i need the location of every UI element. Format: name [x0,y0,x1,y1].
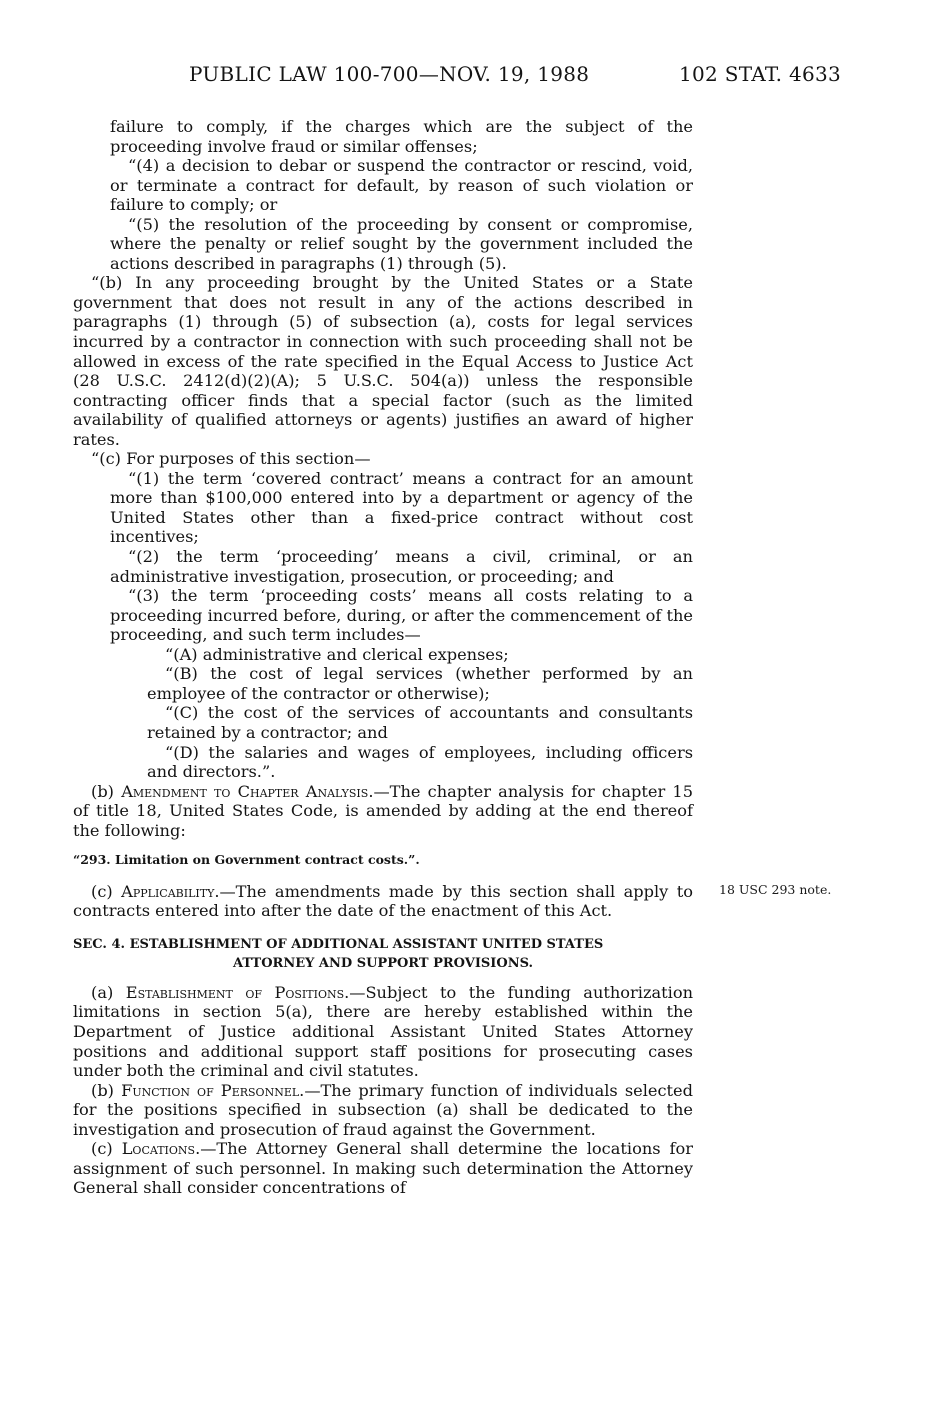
subsection-text: —The Attorney General shall determine the locations for assignment of such personnel. In making such determination the Attorney General shall consider concentrations of [73,1139,694,1198]
subsection-text: —The primary function of individuals selected for the positions specified in subsection (a) shall be dedicated to the investigation and prosecution of fraud against the Government. [73,1080,693,1139]
paragraph: “(C) the cost of the services of accountants and consultants retained by a contractor; and [147,703,693,742]
subsection-b [73,782,693,841]
running-header-page: 102 STAT. 4633 [679,62,842,86]
paragraph: “(3) the term ‘proceeding costs’ means all costs relating to a proceeding incurred before, during, or after the commencement of the proceeding, and such term includes— [110,586,693,645]
section-heading [73,935,693,973]
section-heading-line1: SEC. 4. ESTABLISHMENT OF ADDITIONAL ASSISTANT UNITED STATES [73,936,604,952]
subsection-a [73,983,693,1081]
paragraph: “(A) administrative and clerical expenses; [165,644,509,664]
subsection-text: —Subject to the funding authorization limitations in section 5(a), there are hereby established within the Department of Justice additional Assistant United States Attorney positions and additional support staff positions for prosecuting cases under both the criminal and civil statutes. [73,982,693,1081]
subsection-b [73,1081,693,1140]
margin-note: 18 USC 293 note. [719,882,832,897]
section-heading-line2: ATTORNEY AND SUPPORT PROVISIONS. [232,955,534,971]
subsection-label: (b) [91,1080,122,1100]
subsection-c [73,1139,693,1198]
subsection-heading: Amendment to Chapter Analysis. [121,781,374,801]
subsection-heading: Function of Personnel. [121,1080,305,1100]
running-header-title: PUBLIC LAW 100-700—NOV. 19, 1988 [189,62,590,86]
subsection-heading: Locations. [121,1139,201,1159]
subsection-c [73,882,693,921]
paragraph: “(1) the term ‘covered contract’ means a contract for an amount more than $100,000 entered into by a department or agency of the United States other than a fixed-price contract without cost incentives; [110,468,693,547]
subsection-heading: Applicability. [121,881,220,901]
paragraph: “(b) In any proceeding brought by the United States or a State government that does not result in any of the actions described in paragraphs (1) through (5) of subsection (a), costs for legal services incurred by a contractor in connection with such proceeding shall not be allowed in excess of the rate specified in the Equal Access to Justice Act (28 U.S.C. 2412(d)(2)(A); 5 U.S.C. 504(a)) unless the responsible contracting officer finds that a special factor (such as the limited availability of qualified attorneys or agents) justifies an award of higher rates. [73,273,693,449]
chapter-analysis-entry: “293. Limitation on Government contract costs.”. [73,852,420,868]
subsection-heading: Establishment of Positions. [125,982,350,1002]
document-body [73,117,693,1198]
paragraph: “(B) the cost of legal services (whether performed by an employee of the contractor or otherwise); [147,664,693,703]
paragraph: “(D) the salaries and wages of employees, including officers and directors.”. [147,742,693,782]
subsection-text: —The chapter analysis for chapter 15 of title 18, United States Code, is amended by adding at the end thereof the following: [73,781,693,840]
paragraph: failure to comply, if the charges which are the subject of the proceeding involve fraud or similar offenses; [110,117,693,156]
subsection-text: —The amendments made by this section shall apply to contracts entered into after the date of the enactment of this Act. [73,881,694,921]
paragraph: “(2) the term ‘proceeding’ means a civil, criminal, or an administrative investigation, prosecution, or proceeding; and [110,547,693,586]
paragraph: “(c) For purposes of this section— [91,449,371,469]
subsection-label: (c) [91,1139,122,1159]
subsection-label: (a) [91,982,126,1002]
subsection-label: (c) [91,881,122,901]
paragraph: “(4) a decision to debar or suspend the contractor or rescind, void, or terminate a contract for default, by reason of such violation or failure to comply; or [110,156,693,215]
subsection-label: (b) [91,781,122,801]
paragraph: “(5) the resolution of the proceeding by consent or compromise, where the penalty or relief sought by the government included the actions described in paragraphs (1) through (5). [110,214,693,273]
